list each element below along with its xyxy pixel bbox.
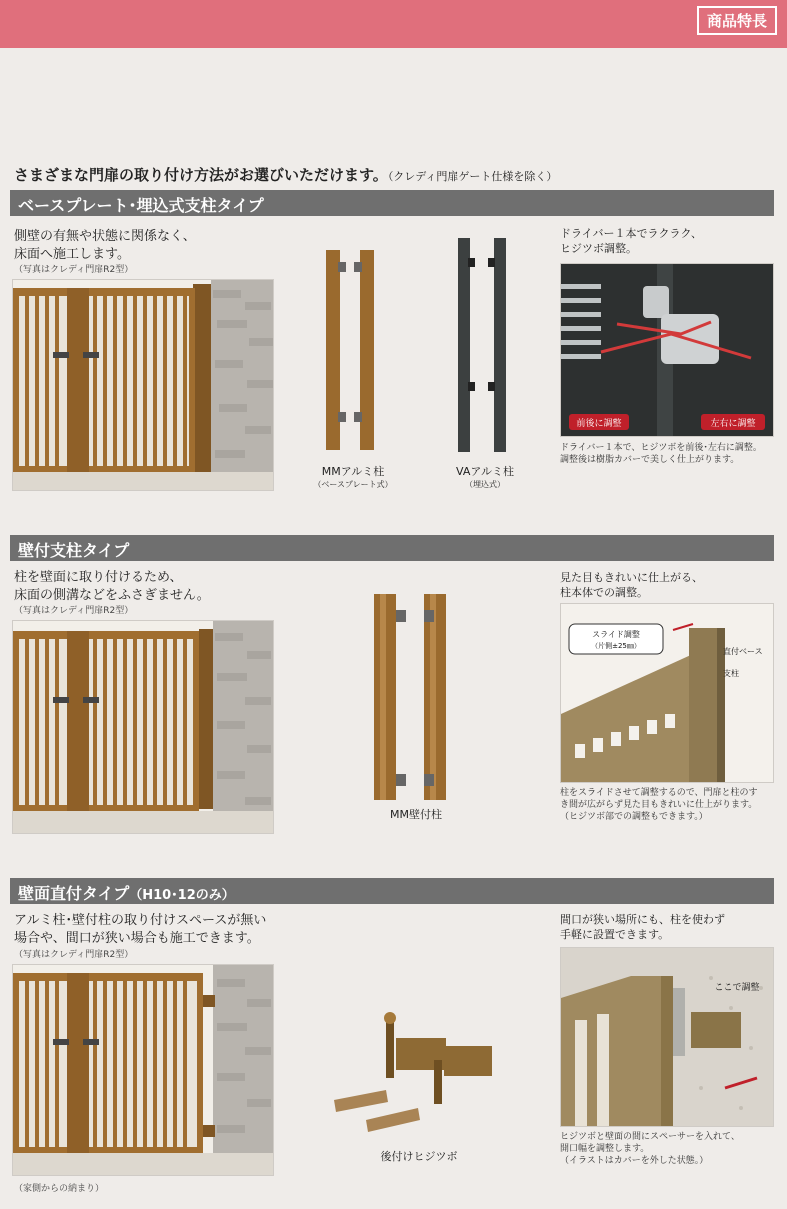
product-caption: [305, 465, 401, 491]
note-line: 開口幅を調整します。: [560, 1144, 650, 1154]
section-desc: [14, 912, 266, 948]
product-caption: [440, 465, 530, 491]
desc-line: 場合や、間口が狭い場合も施工できます。: [14, 931, 260, 946]
va-post-image: [452, 234, 520, 456]
right-title-line: 間口が狭い場所にも、柱を使わず: [560, 913, 725, 926]
section-title: 壁面直付タイプ: [18, 884, 130, 903]
note-line: ヒジツボと壁面の間にスペーサーを入れて、: [560, 1132, 740, 1142]
hinge-adjust-image: [560, 263, 774, 437]
note-line: 調整後は樹脂カバーで美しく仕上がります。: [560, 455, 740, 465]
right-note: [560, 787, 775, 823]
section-title: 壁付支柱タイプ: [18, 541, 130, 560]
desc-line: 側壁の有無や状態に関係なく、: [14, 229, 196, 244]
right-note: [560, 442, 775, 466]
right-note: [560, 1131, 775, 1167]
label-left-right: 左右に調整: [710, 419, 756, 429]
product-name: VAアルミ柱: [456, 465, 514, 478]
photo-note: （写真はクレディ門扉R2型）: [14, 265, 134, 275]
gate-illustration: [13, 280, 274, 491]
label-slide-adjust: スライド調整: [592, 630, 640, 639]
top-banner: [0, 0, 787, 48]
product-caption: [364, 1150, 474, 1163]
section-desc: [14, 228, 196, 264]
retrofit-hinge-image: [326, 1010, 502, 1138]
photo-note: （写真はクレディ門扉R2型）: [14, 606, 134, 616]
label-adjust-here: ここで調整: [714, 983, 760, 993]
desc-line: アルミ柱･壁付柱の取り付けスペースが無い: [14, 913, 267, 928]
intro-note: （クレディ門扉ゲート仕様を除く）: [387, 170, 558, 183]
section-title: ベースプレート･埋込式支柱タイプ: [18, 196, 264, 215]
desc-line: 柱を壁面に取り付けるため、: [14, 570, 183, 585]
right-title-line: ドライバー１本でラクラク、: [560, 227, 703, 240]
label-slide-range: （片側±25㎜）: [591, 642, 641, 650]
photo-note: （家側からの納まり）: [14, 1184, 105, 1194]
direct-mount-illustration: [560, 947, 774, 1127]
feature-badge: 商品特長: [697, 6, 777, 35]
product-sub: （ベースプレート式）: [313, 480, 393, 489]
section-title-note: （H10･12のみ）: [129, 888, 235, 903]
section-heading-wall-post: [10, 535, 774, 561]
product-sub: （埋込式）: [465, 480, 505, 489]
intro-text: [14, 164, 557, 185]
right-title-line: 手軽に設置できます。: [560, 928, 670, 941]
product-name: MMアルミ柱: [321, 465, 385, 478]
product-name: MM壁付柱: [390, 808, 442, 821]
right-title: [560, 570, 703, 600]
gate-photo: [12, 964, 274, 1176]
gate-photo: [12, 620, 274, 834]
note-line: （イラストはカバーを外した状態。）: [560, 1156, 709, 1166]
section-desc: [14, 569, 210, 605]
note-line: 柱をスライドさせて調整するので、門扉と柱のす: [560, 788, 758, 798]
right-title-line: 柱本体での調整。: [560, 586, 648, 599]
right-title: [560, 912, 725, 942]
label-direct-base: 直付ベース: [723, 647, 763, 656]
label-post: 支柱: [723, 669, 739, 678]
mm-post-image: [322, 244, 382, 454]
right-title-line: ヒジツボ調整。: [560, 242, 637, 255]
label-front-back: 前後に調整: [576, 419, 622, 429]
gate-photo: [12, 279, 274, 491]
product-caption: [374, 808, 458, 821]
section-heading-direct-wall: [10, 878, 774, 904]
photo-note: （写真はクレディ門扉R2型）: [14, 950, 134, 960]
right-title-line: 見た目もきれいに仕上がる、: [560, 571, 703, 584]
slide-adjust-illustration: [560, 603, 774, 783]
mm-wall-post-image: [364, 590, 464, 806]
desc-line: 床面へ施工します。: [14, 247, 130, 262]
note-line: き間が広がらず見た目もきれいに仕上がります。: [560, 800, 758, 810]
desc-line: 床面の側溝などをふさぎません。: [14, 588, 210, 603]
note-line: ドライバー１本で、ヒジツボを前後･左右に調整。: [560, 443, 762, 453]
intro-main: さまざまな門扉の取り付け方法がお選びいただけます。: [14, 166, 388, 184]
product-name: 後付けヒジツボ: [380, 1150, 458, 1163]
right-title: [560, 226, 702, 256]
note-line: （ヒジツボ部での調整もできます。）: [560, 812, 708, 822]
section-heading-baseplate: [10, 190, 774, 216]
